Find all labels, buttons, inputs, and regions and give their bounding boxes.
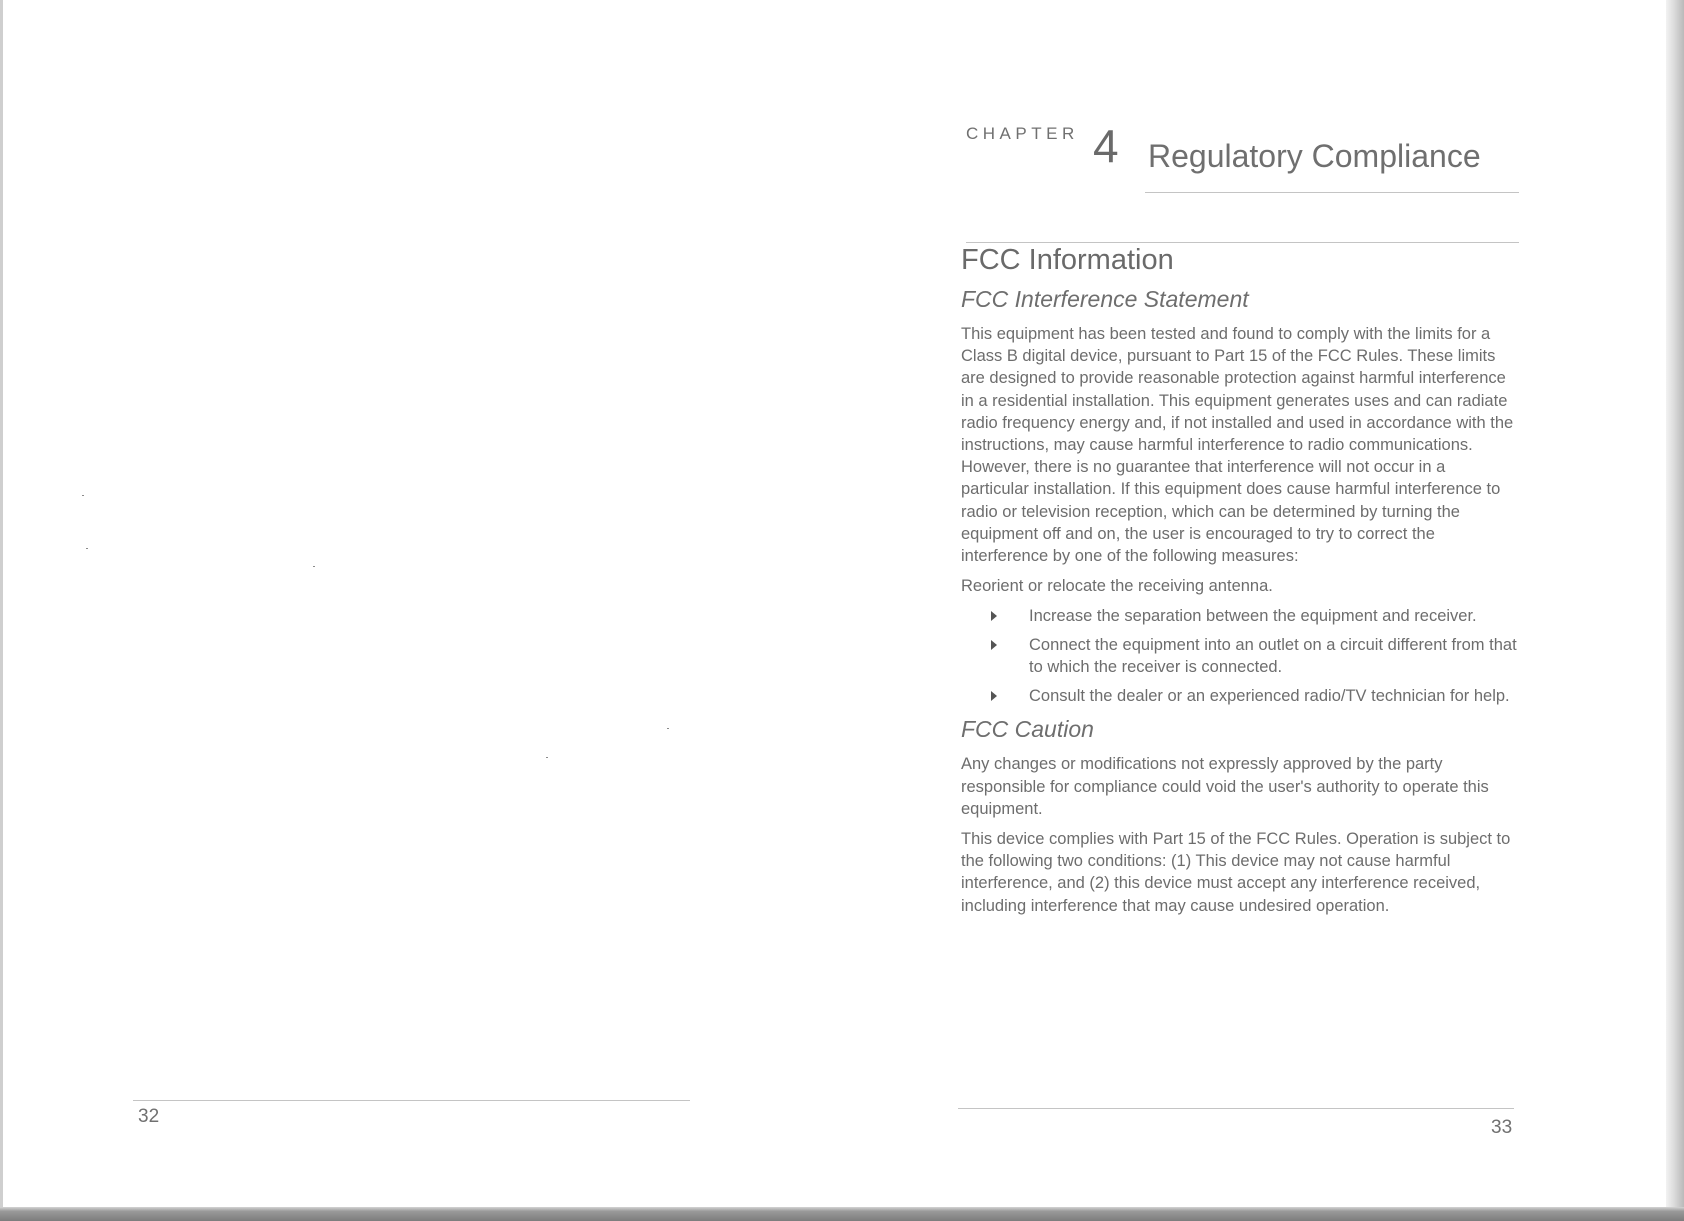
measure-text: Increase the separation between the equipment and receiver. xyxy=(1029,607,1477,626)
right-page-number: 33 xyxy=(1491,1117,1513,1138)
left-footer-rule xyxy=(133,1100,690,1101)
interference-heading: FCC Interference Statement xyxy=(961,286,1249,312)
scan-right-edge xyxy=(1666,0,1684,1221)
section-title: FCC Information xyxy=(961,244,1174,276)
chapter-title: Regulatory Compliance xyxy=(1148,138,1481,174)
scan-speck xyxy=(546,757,548,758)
scan-speck xyxy=(313,566,315,567)
measure-text: Consult the dealer or an experienced radio/TV technician for help. xyxy=(1029,687,1510,706)
chapter-label: CHAPTER xyxy=(966,124,1079,143)
scan-speck xyxy=(82,495,84,496)
caution-paragraph: Any changes or modifications not expressly approved by the party responsible for compliance could void the user's authority to operate this equipment. xyxy=(961,755,1489,818)
right-footer-rule xyxy=(958,1108,1514,1109)
caution-heading: FCC Caution xyxy=(961,716,1094,743)
triangle-bullet-icon xyxy=(991,640,997,650)
list-item xyxy=(961,634,1517,678)
page-content xyxy=(961,240,1517,917)
lead-measure: Reorient or relocate the receiving antenna. xyxy=(961,577,1273,596)
scan-bottom-edge xyxy=(0,1207,1684,1221)
interference-body: This equipment has been tested and found to comply with the limits for a Class B digital device, pursuant to Part 15 of the FCC Rules. These limits are designed to provide reasonable protection against harmful interference in a residential installation. This equipment generates uses and can radiate radio frequency energy and, if not installed and used in accordance with the instructions, may cause harmful interference to radio communications. However, there is no guarantee that interference will not occur in a particular installation. If this equipment does cause harmful interference to radio or television reception, which can be determined by turning the equipment off and on, the user is encouraged to try to correct the interference by one of the following measures: xyxy=(961,325,1514,566)
scan-left-edge xyxy=(0,0,3,1221)
list-item xyxy=(961,605,1517,627)
caution-paragraph: This device complies with Part 15 of the FCC Rules. Operation is subject to the following two conditions: (1) This device may not cause harmful interference, and (2) this device must accept any interference received, including interference that may cause undesired operation. xyxy=(961,830,1511,915)
chapter-number: 4 xyxy=(1093,120,1119,172)
measures-list xyxy=(961,605,1517,707)
list-item xyxy=(961,685,1517,707)
left-page-number: 32 xyxy=(138,1106,160,1127)
scan-speck xyxy=(86,548,88,549)
triangle-bullet-icon xyxy=(991,691,997,701)
scan-speck xyxy=(667,728,669,729)
measure-text: Connect the equipment into an outlet on a circuit different from that to which the receiver is connected. xyxy=(1029,636,1517,677)
chapter-title-rule xyxy=(1145,192,1519,193)
triangle-bullet-icon xyxy=(991,611,997,621)
